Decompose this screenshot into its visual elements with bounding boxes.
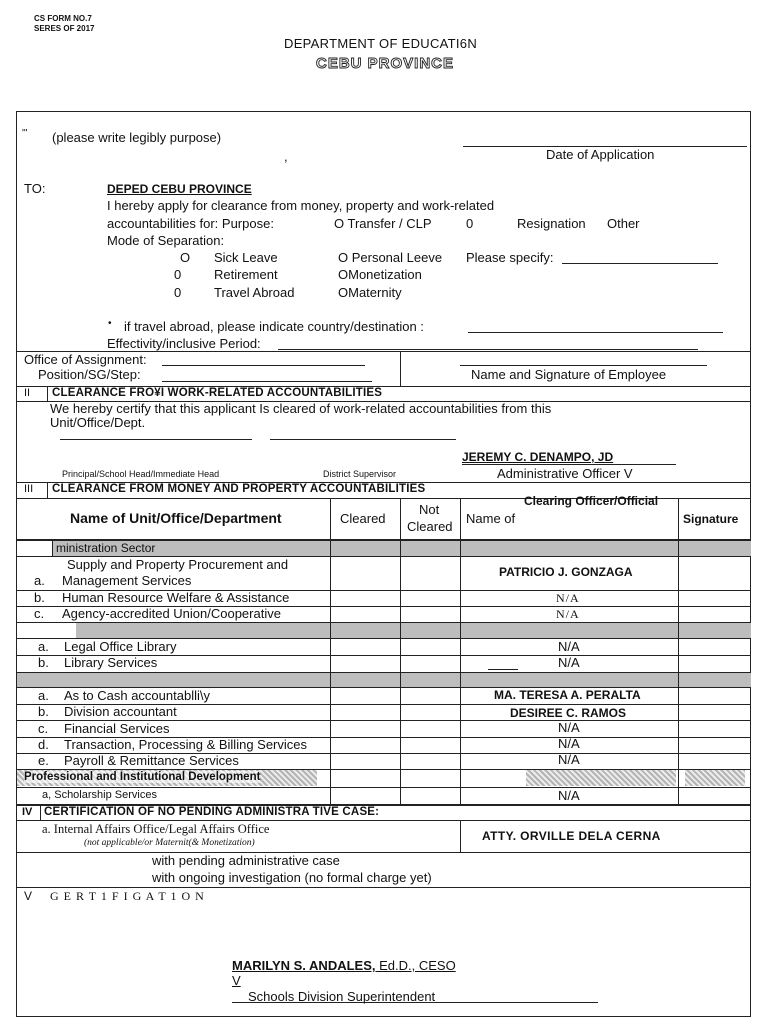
row-scholarship: a, Scholarship Services (42, 789, 157, 801)
apply-line-2: accountabilities for: Purpose: (107, 216, 274, 231)
divider (16, 787, 751, 788)
divider (47, 386, 48, 401)
option-resignation: Resignation (517, 216, 586, 231)
principal-label: Principal/School Head/Immediate Head (62, 469, 220, 479)
effectivity-line[interactable] (278, 349, 698, 350)
row-financial: Financial Services (64, 721, 170, 736)
shaded-cell (685, 770, 745, 786)
row-hr: Human Resource Welfare & Assistance (62, 590, 290, 605)
principal-line[interactable] (60, 439, 252, 440)
row-library-letter: b. (38, 655, 49, 670)
sec5-degree: Ed.D., CESO (375, 958, 456, 973)
profdev-label: Professional and Institutional Development (24, 771, 261, 783)
mode-maternity[interactable]: OMaternity (338, 285, 402, 300)
row-supply-line1: Supply and Property Procurement and (67, 557, 289, 572)
shaded-cell (679, 673, 751, 687)
col-signature-header: Signature (683, 512, 739, 526)
sec3-title: CLEARANCE FROM MONEY AND PROPERTY ACCOUNTABILITIES (52, 483, 426, 495)
shaded-cell (76, 623, 330, 638)
destination-line[interactable] (468, 332, 723, 333)
shaded-cell (461, 623, 678, 638)
divider (16, 820, 751, 821)
col-clearing-header: Clearing Officer/Official (524, 494, 659, 508)
to-value: DEPED CEBU PROVINCE (107, 182, 252, 196)
comma-mark: , (284, 149, 288, 164)
district-label: District Supervisor (323, 469, 397, 479)
row-legal-letter: a. (38, 639, 49, 654)
row-union-officer: N/A (556, 607, 580, 621)
position-line[interactable] (162, 381, 372, 382)
row-legal-officer: N/A (558, 639, 580, 654)
row-payroll-letter: e. (38, 753, 49, 768)
shaded-cell (331, 673, 400, 687)
shaded-cell (679, 623, 751, 638)
mode-travel-mark[interactable]: 0 (174, 285, 182, 300)
specify-label: Please specify: (466, 250, 554, 265)
col-not-header-2: Cleared (407, 519, 453, 534)
row-accountant-letter: b. (38, 704, 49, 719)
row-accountant: Division accountant (64, 704, 177, 719)
option-other: Other (607, 216, 640, 231)
form-number: CS FORM NO.7 (34, 14, 92, 23)
row-legal: Legal Office Library (64, 639, 177, 654)
sec5-name: MARILYN S. ANDALES, (232, 958, 376, 973)
sec5-title: G E R T 1 F I G A T 1 O N (50, 889, 205, 903)
row-supply-letter: a. (34, 573, 45, 588)
travel-note: if travel abroad, please indicate country/destination : (124, 319, 424, 334)
row-supply-officer: PATRICIO J. GONZAGA (499, 565, 633, 579)
divider (16, 887, 751, 888)
position-label: Position/SG/Step: (38, 367, 141, 382)
row-cash-officer: MA. TERESA A. PERALTA (494, 688, 641, 702)
option-transfer[interactable]: O Transfer / CLP (334, 216, 432, 231)
divider (16, 852, 751, 853)
row-transaction-letter: d. (38, 737, 49, 752)
shaded-cell (17, 673, 330, 687)
row-cash-letter: a. (38, 688, 49, 703)
officer-underline (462, 464, 676, 465)
department-title: DEPARTMENT OF EDUCATI6N (284, 36, 478, 51)
district-line[interactable] (270, 439, 456, 440)
office-label: Office of Assignment: (24, 352, 147, 367)
shaded-cell (401, 623, 460, 638)
sec5-role: Schools Division Superintendent (248, 989, 436, 1004)
province-title: CEBU PROVINCE (316, 55, 455, 72)
sec5-signatory (232, 958, 456, 973)
signature-line (232, 1002, 598, 1003)
mode-travel: Travel Abroad (214, 285, 295, 300)
shaded-cell (331, 623, 400, 638)
row-hr-letter: b. (34, 590, 45, 605)
sec2-title: CLEARANCE FRO¥I WORK-RELATED ACCOUNTABILITIES (52, 387, 383, 399)
employee-sig-label: Name and Signature of Employee (471, 367, 667, 382)
sec4-item: a. Internal Affairs Office/Legal Affairs Office (42, 822, 270, 836)
sec5-number: V (24, 889, 33, 903)
row-payroll: Payroll & Remittance Services (64, 753, 239, 768)
row-transaction: Transaction, Processing & Billing Services (64, 737, 308, 752)
divider (40, 805, 41, 820)
sec2-number: II (24, 387, 31, 399)
row-union-letter: c. (34, 606, 45, 621)
col-cleared-header: Cleared (340, 511, 386, 526)
mode-personal[interactable]: O Personal Leeve (338, 250, 443, 265)
sec2-certify-2: Unit/Office/Dept. (50, 415, 146, 430)
row-transaction-officer: N/A (558, 736, 580, 751)
mode-sick: Sick Leave (214, 250, 278, 265)
sec5-suffix: V (232, 973, 241, 988)
specify-line[interactable] (562, 263, 718, 264)
divider (460, 820, 461, 852)
shaded-cell (461, 541, 678, 556)
option-resign-mark[interactable]: 0 (466, 216, 474, 231)
row-hr-officer: N/A (556, 591, 580, 605)
row-financial-letter: c. (38, 721, 49, 736)
col-name-header: Name of (466, 511, 516, 526)
apply-line-1: I hereby apply for clearance from money, property and work-related (107, 198, 495, 213)
employee-sig-line[interactable] (460, 365, 707, 366)
mode-retirement: Retirement (214, 267, 278, 282)
sec2-certify-1: We hereby certify that this applicant Is cleared of work-related accountabilities from this (50, 401, 552, 416)
row-accountant-officer: DESIREE C. RAMOS (510, 706, 627, 720)
short-line (488, 669, 518, 670)
row-scholarship-officer: N/A (558, 788, 580, 803)
sec4-number: IV (22, 806, 33, 818)
sec4-title: CERTIFICATION OF NO PENDING ADMINISTRA TIVE CASE: (44, 806, 380, 818)
purpose-note: (please write legibly purpose) (52, 130, 222, 145)
sec4-pending: with pending administrative case (152, 853, 340, 868)
shaded-cell (331, 541, 400, 556)
divider (52, 540, 53, 556)
row-payroll-officer: N/A (558, 752, 580, 767)
bullet-icon: • (108, 318, 112, 329)
corner-mark: '" (22, 128, 28, 139)
divider (47, 482, 48, 498)
sec2-officer-name: JEREMY C. DENAMPO, JD (462, 450, 614, 464)
shaded-cell (526, 770, 676, 786)
sec4-note: (not applicable/or Maternit(& Monetization) (84, 838, 255, 848)
col-unit-header: Name of Unit/Office/Department (70, 510, 282, 526)
sec4-officer: ATTY. ORVILLE DELA CERNA (482, 829, 661, 843)
admin-sector-label: ministration Sector (56, 541, 156, 555)
mode-retire-mark[interactable]: 0 (174, 267, 182, 282)
office-line[interactable] (162, 365, 365, 366)
row-supply-line2: Management Services (62, 573, 192, 588)
mode-sick-mark[interactable]: O (180, 250, 191, 265)
row-library-officer: N/A (558, 655, 580, 670)
sec3-number: III (24, 483, 34, 495)
row-library: Library Services (64, 655, 158, 670)
shaded-cell (401, 673, 460, 687)
mode-label: Mode of Separation: (107, 233, 225, 248)
effectivity-label: Effectivity/inclusive Period: (107, 336, 261, 351)
row-cash: As to Cash accountablli\y (64, 688, 210, 703)
shaded-cell (679, 541, 751, 556)
to-label: TO: (24, 181, 46, 196)
form-series: SERES OF 2017 (34, 24, 95, 33)
divider (400, 351, 401, 386)
sec4-investigation: with ongoing investigation (no formal charge yet) (152, 870, 432, 885)
row-financial-officer: N/A (558, 720, 580, 735)
mode-monetization[interactable]: OMonetization (338, 267, 422, 282)
shaded-cell (461, 673, 678, 687)
col-not-header-1: Not (419, 502, 440, 517)
shaded-cell (401, 541, 460, 556)
row-union: Agency-accredited Union/Cooperative (62, 606, 281, 621)
date-label: Date of Application (546, 147, 655, 162)
sec2-officer-title: Administrative Officer V (497, 466, 633, 481)
